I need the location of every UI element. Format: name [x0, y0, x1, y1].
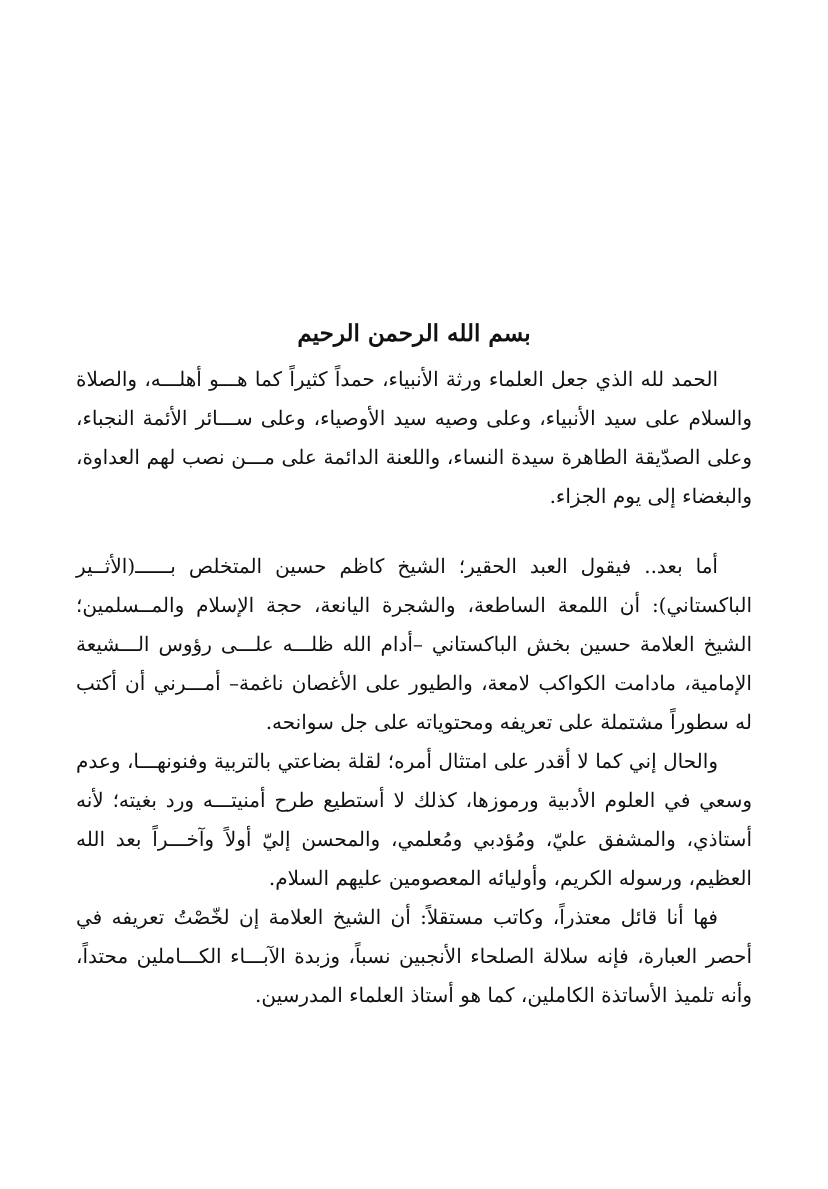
paragraph-praise: الحمد لله الذي جعل العلماء ورثة الأنبياء، حمداً كثيراً كما هـــو أهلـــه، والصلاة والسلام على سيد الأنبياء، وعلى وصيه سيد الأوصياء، وعلى ســـائر الأئمة النجباء، وعلى الصدّيقة الطاهرة سيدة النساء، واللعنة الدائمة على مـــن نصب لهم العداوة، والبغضاء إلى يوم الجزاء. — [76, 367, 752, 508]
paragraph-apology: والحال إني كما لا أقدر على امتثال أمره؛ لقلة بضاعتي بالتربية وفنونهـــا، وعدم وسعي في العلوم الأدبية ورموزها، كذلك لا أستطيع طرح أمنيتـــه ورد بغيته؛ لأنه أستاذي، والمشفق عليّ، ومُؤدبي ومُعلمي، والمحسن إليّ أولاً وآخـــراً بعد الله العظيم، ورسوله الكريم، وأوليائه المعصومين عليهم السلام. — [76, 749, 752, 890]
paragraph-introduction: أما بعد.. فيقول العبد الحقير؛ الشيخ كاظم حسين المتخلص بــــــ(الأثــير الباكستاني): أن اللمعة الساطعة، والشجرة اليانعة، حجة الإسلام والمــسلمين؛ الشيخ العلامة حسين بخش الباكستاني –أدام الله ظلـــه علـــى رؤوس الـــشيعة الإمامية، مادامت الكواكب لامعة، والطيور على الأغصان ناغمة– أمـــرني أن أكتب له سطوراً مشتملة على تعريفه ومحتوياته على جل سوانحه. — [76, 554, 752, 734]
document-body — [76, 308, 752, 1015]
paragraph-gap — [76, 516, 752, 547]
basmala-title: بسم الله الرحمن الرحيم — [297, 320, 531, 347]
paragraph-biography: فها أنا قائل معتذراً، وكاتب مستقلاً: أن الشيخ العلامة إن لخّصْتُ تعريفه في أحصر العبارة، فإنه سلالة الصلحاء الأنجبين نسباً، وزبدة الآبـــاء الكـــاملين محتداً، وأنه تلميذ الأساتذة الكاملين، كما هو أستاذ العلماء المدرسين. — [76, 905, 752, 1007]
